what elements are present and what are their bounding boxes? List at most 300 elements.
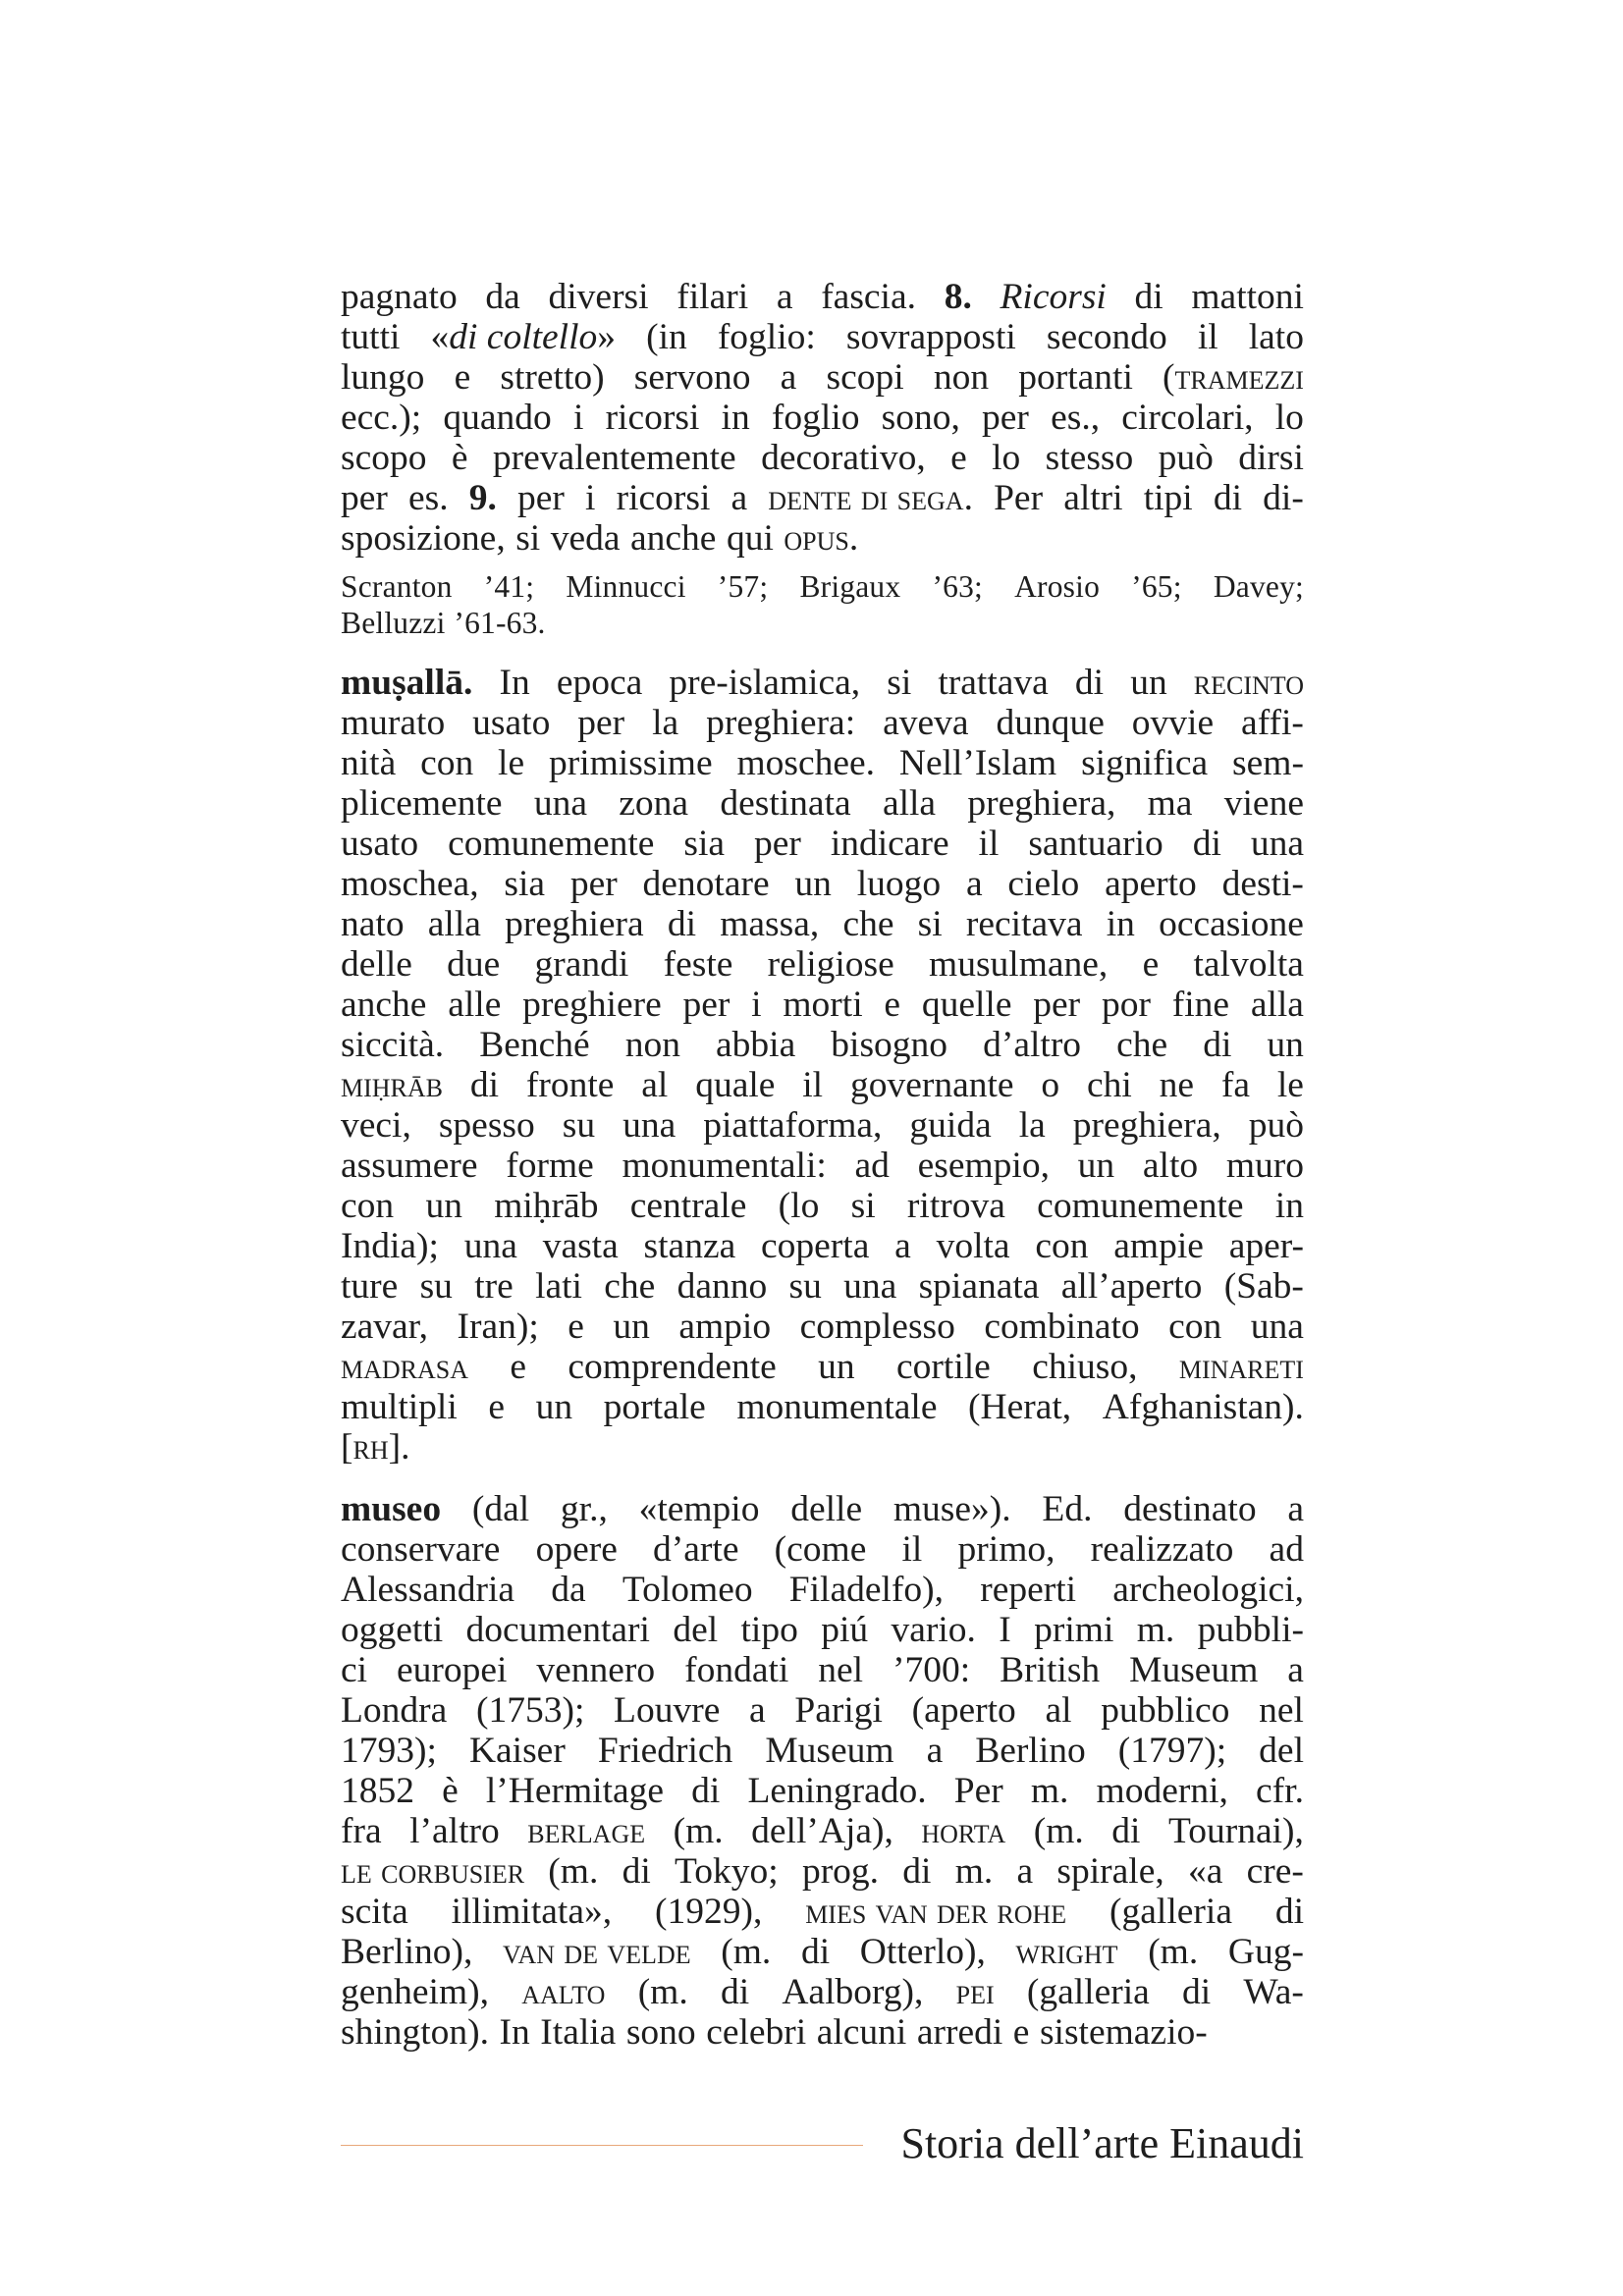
- text-line: [341, 1065, 1304, 1105]
- word: comunemente: [448, 824, 655, 864]
- word: europei: [397, 1650, 508, 1690]
- word: bisogno: [831, 1025, 948, 1065]
- word: per: [982, 398, 1029, 438]
- word: (dal: [471, 1489, 530, 1529]
- text-line: [341, 783, 1304, 824]
- word: in: [1274, 1186, 1304, 1226]
- word: desti-: [1221, 864, 1304, 904]
- text-line: [341, 985, 1304, 1025]
- word: alto: [1142, 1146, 1199, 1186]
- word: le: [498, 743, 525, 783]
- text-line: [341, 1972, 1304, 2012]
- word: ritrova: [906, 1186, 1005, 1226]
- word: archeologici,: [1112, 1570, 1304, 1610]
- word: (1753);: [475, 1690, 585, 1731]
- word: o: [1041, 1065, 1060, 1105]
- word: del: [673, 1610, 719, 1650]
- word: diversi: [548, 277, 649, 317]
- word: «a: [1187, 1851, 1223, 1892]
- word: d’arte: [653, 1529, 739, 1570]
- word: m.: [1136, 1610, 1175, 1650]
- text-line: [341, 1105, 1304, 1146]
- word: ampie: [1113, 1226, 1204, 1266]
- word: recinto: [1193, 663, 1304, 703]
- word: significa: [1081, 743, 1209, 783]
- word: muse»).: [893, 1489, 1011, 1529]
- word: santuario: [1028, 824, 1163, 864]
- word: «di coltello»: [430, 317, 617, 357]
- word: per: [341, 478, 388, 518]
- word: piú: [821, 1610, 869, 1650]
- word: di: [622, 1851, 651, 1892]
- bibliography: [341, 568, 1304, 641]
- word: Otterlo),: [859, 1932, 986, 1972]
- word: può: [1158, 438, 1214, 478]
- word: wright: [1015, 1932, 1118, 1972]
- word: Tournai),: [1167, 1811, 1304, 1851]
- word: sia: [504, 864, 546, 904]
- word: ne: [1159, 1065, 1195, 1105]
- word: sia: [683, 824, 726, 864]
- word: Minnucci: [566, 569, 686, 604]
- word: a: [1016, 1851, 1034, 1892]
- word: vasta: [542, 1226, 619, 1266]
- text-line: [341, 1266, 1304, 1307]
- word: piattaforma,: [703, 1105, 883, 1146]
- word: aveva: [883, 703, 969, 743]
- word: di: [720, 1972, 750, 2012]
- word: che: [842, 904, 894, 944]
- word: Aalborg),: [782, 1972, 924, 2012]
- word: a: [965, 864, 983, 904]
- text-line: [341, 357, 1304, 398]
- word: por: [1101, 985, 1151, 1025]
- word: illimitata»,: [451, 1892, 613, 1932]
- word: (m.: [673, 1811, 724, 1851]
- word: ad: [854, 1146, 890, 1186]
- word: la: [652, 703, 679, 743]
- word: pre-islamica,: [669, 663, 861, 703]
- word: Berlino),: [341, 1932, 473, 1972]
- word: circolari,: [1121, 398, 1254, 438]
- word: museo: [341, 1489, 442, 1529]
- word: chiuso,: [1032, 1347, 1138, 1387]
- word: ’57;: [717, 569, 769, 604]
- word: in: [1106, 904, 1135, 944]
- word: ’61-63.: [454, 606, 546, 640]
- text-line: [341, 663, 1304, 703]
- word: per: [682, 985, 730, 1025]
- word: forme: [506, 1146, 594, 1186]
- word: di: [667, 904, 697, 944]
- word: è: [442, 1771, 459, 1811]
- word: (aperto: [911, 1690, 1016, 1731]
- word: sovrapposti: [845, 317, 1016, 357]
- word: I: [999, 1610, 1011, 1650]
- word: quale: [695, 1065, 776, 1105]
- word: secondo: [1046, 317, 1167, 357]
- word: luogo: [856, 864, 942, 904]
- word: per: [754, 824, 801, 864]
- word: un: [1267, 1025, 1304, 1065]
- word: opere: [535, 1529, 618, 1570]
- word: Kaiser: [468, 1731, 566, 1771]
- word: il: [901, 1529, 923, 1570]
- word: un: [794, 864, 832, 904]
- word: fascia.: [821, 277, 916, 317]
- word: 8.: [944, 277, 972, 317]
- word: (Sab-: [1223, 1266, 1304, 1307]
- word: recitava: [965, 904, 1083, 944]
- word: Scranton: [341, 569, 453, 604]
- word: quando: [443, 398, 552, 438]
- word: dirsi: [1238, 438, 1304, 478]
- word: (come: [774, 1529, 867, 1570]
- word: ture: [341, 1266, 399, 1307]
- word: feste: [663, 944, 733, 985]
- word: vario.: [891, 1610, 976, 1650]
- word: ma: [1147, 783, 1193, 824]
- word: pagnato: [341, 277, 458, 317]
- word: con: [1035, 1226, 1089, 1266]
- word: lati: [535, 1266, 582, 1307]
- entry-musalla: [341, 663, 1304, 1468]
- word: multipli: [341, 1387, 458, 1427]
- word: preghiera,: [967, 783, 1116, 824]
- word: i: [585, 478, 596, 518]
- word: murato: [341, 703, 446, 743]
- word: indicare: [830, 824, 949, 864]
- word: massa,: [720, 904, 820, 944]
- word: Iran);: [457, 1307, 539, 1347]
- text-line: [341, 2012, 1304, 2053]
- word: decorativo,: [761, 438, 926, 478]
- word: Ricorsi: [1000, 277, 1107, 317]
- word: Berlino: [975, 1731, 1086, 1771]
- text-line: [341, 1932, 1304, 1972]
- word: Ed.: [1042, 1489, 1093, 1529]
- word: reperti: [980, 1570, 1077, 1610]
- text-line: [341, 743, 1304, 783]
- word: Leningrado.: [747, 1771, 927, 1811]
- text-line: [341, 1570, 1304, 1610]
- word: (lo: [778, 1186, 820, 1226]
- word: qui: [726, 518, 774, 559]
- page-body: [341, 277, 1304, 2053]
- word: occasione: [1159, 904, 1304, 944]
- text-line: [341, 1610, 1304, 1650]
- word: una: [463, 1226, 517, 1266]
- word: mies van der rohe: [805, 1892, 1067, 1932]
- word: viene: [1223, 783, 1304, 824]
- word: (m.: [1148, 1932, 1199, 1972]
- text-line: [341, 1146, 1304, 1186]
- word: stesso: [1045, 438, 1134, 478]
- word: grandi: [534, 944, 629, 985]
- word: epoca: [556, 663, 643, 703]
- word: di: [1213, 478, 1243, 518]
- word: al: [1045, 1690, 1072, 1731]
- word: Louvre: [614, 1690, 721, 1731]
- word: oggetti: [341, 1610, 444, 1650]
- word: genheim),: [341, 1972, 489, 2012]
- word: su: [788, 1266, 822, 1307]
- word: In: [499, 663, 530, 703]
- word: l’altro: [409, 1811, 500, 1851]
- word: una: [533, 783, 587, 824]
- word: Arosio: [1014, 569, 1101, 604]
- word: Afghanistan).: [1102, 1387, 1304, 1427]
- word: 1852: [341, 1771, 414, 1811]
- word: una: [843, 1266, 897, 1307]
- text-line: [341, 1489, 1304, 1529]
- word: shington).: [341, 2012, 490, 2053]
- word: ad: [1269, 1529, 1304, 1570]
- word: a: [780, 357, 797, 398]
- word: il: [978, 824, 1000, 864]
- word: In: [499, 2012, 530, 2053]
- word: un: [818, 1347, 855, 1387]
- word: il: [1197, 317, 1218, 357]
- word: tutti: [341, 317, 401, 357]
- word: e: [1142, 944, 1160, 985]
- word: combinato: [984, 1307, 1140, 1347]
- word: di: [1203, 1025, 1232, 1065]
- word: una: [1250, 824, 1304, 864]
- word: Alessandria: [341, 1570, 515, 1610]
- word: ovvie: [1131, 703, 1215, 743]
- word: di: [1274, 1892, 1304, 1932]
- word: Belluzzi: [341, 606, 446, 640]
- word: (m.: [548, 1851, 599, 1892]
- word: primi: [1034, 1610, 1114, 1650]
- word: nato: [341, 904, 405, 944]
- word: moschea,: [341, 864, 479, 904]
- word: non: [624, 1025, 680, 1065]
- word: denotare: [642, 864, 770, 904]
- word: veda: [550, 518, 621, 559]
- word: pei: [955, 1972, 995, 2012]
- word: (m.: [1033, 1811, 1084, 1851]
- word: una: [622, 1105, 676, 1146]
- word: complesso: [799, 1307, 955, 1347]
- word: di: [1134, 277, 1163, 317]
- word: Per: [994, 478, 1044, 518]
- word: preghiera,: [1072, 1105, 1221, 1146]
- word: (in: [646, 317, 687, 357]
- word: tre: [474, 1266, 514, 1307]
- text-line: [341, 1347, 1304, 1387]
- word: Per: [953, 1771, 1003, 1811]
- word: nel: [818, 1650, 864, 1690]
- word: a: [926, 1731, 944, 1771]
- word: lo: [1274, 398, 1304, 438]
- word: Nell’Islam: [898, 743, 1057, 783]
- word: talvolta: [1193, 944, 1304, 985]
- word: due: [447, 944, 501, 985]
- word: anche: [341, 985, 427, 1025]
- text-line: [341, 605, 1304, 641]
- word: a: [1287, 1650, 1304, 1690]
- word: di: [691, 1771, 721, 1811]
- text-line: [341, 1731, 1304, 1771]
- word: destinata: [720, 783, 851, 824]
- word: sposizione,: [341, 518, 506, 559]
- text-line: [341, 438, 1304, 478]
- word: delle: [790, 1489, 863, 1529]
- word: musulmane,: [929, 944, 1109, 985]
- word: lato: [1248, 317, 1304, 357]
- word: si: [515, 518, 541, 559]
- word: portale: [603, 1387, 706, 1427]
- word: dunque: [996, 703, 1105, 743]
- word: Wa-: [1243, 1972, 1304, 2012]
- word: cre-: [1246, 1851, 1304, 1892]
- word: stanza: [643, 1226, 736, 1266]
- word: quelle: [921, 985, 1012, 1025]
- word: India);: [341, 1226, 439, 1266]
- word: Tolomeo: [622, 1570, 753, 1610]
- word: fra: [341, 1811, 382, 1851]
- word: Museum: [1129, 1650, 1259, 1690]
- word: stretto): [500, 357, 605, 398]
- word: zavar,: [341, 1307, 429, 1347]
- word: cielo: [1007, 864, 1080, 904]
- word: religiose: [767, 944, 894, 985]
- word: con: [420, 743, 474, 783]
- word: celebri: [706, 2012, 807, 2053]
- word: aalto: [521, 1972, 606, 2012]
- word: sono,: [881, 398, 960, 438]
- word: lungo: [341, 357, 425, 398]
- word: «tempio: [638, 1489, 760, 1529]
- word: monumentali:: [622, 1146, 827, 1186]
- word: di: [800, 1932, 831, 1972]
- word: volta: [936, 1226, 1010, 1266]
- word: si: [917, 904, 943, 944]
- word: a: [776, 277, 793, 317]
- word: m.: [1030, 1771, 1069, 1811]
- word: Filadelfo),: [788, 1570, 945, 1610]
- word: per: [517, 478, 565, 518]
- word: un: [425, 1186, 462, 1226]
- word: una: [1250, 1307, 1304, 1347]
- text-line: [341, 864, 1304, 904]
- word: e: [1012, 2012, 1030, 2053]
- word: i: [751, 985, 762, 1025]
- word: e: [510, 1347, 527, 1387]
- word: realizzato: [1090, 1529, 1234, 1570]
- word: es.: [408, 478, 449, 518]
- word: un: [1130, 663, 1167, 703]
- word: minareti: [1178, 1347, 1304, 1387]
- word: arredi: [916, 2012, 1003, 2053]
- word: siccità.: [341, 1025, 445, 1065]
- text-line: [341, 1690, 1304, 1731]
- word: miḥrāb: [341, 1065, 444, 1105]
- word: si: [887, 663, 912, 703]
- word: horta: [921, 1811, 1006, 1851]
- word: da: [551, 1570, 586, 1610]
- word: aper-: [1228, 1226, 1304, 1266]
- text-line: [341, 1427, 1304, 1468]
- word: delle: [341, 944, 412, 985]
- word: trattava: [938, 663, 1049, 703]
- word: Tokyo;: [674, 1851, 779, 1892]
- word: dente di sega.: [768, 478, 973, 518]
- word: pubbli-: [1197, 1610, 1304, 1650]
- word: prog.: [801, 1851, 880, 1892]
- word: Museum: [765, 1731, 894, 1771]
- word: la: [1018, 1105, 1046, 1146]
- word: non: [933, 357, 990, 398]
- word: gr.,: [560, 1489, 608, 1529]
- word: danno: [676, 1266, 768, 1307]
- word: comprendente: [568, 1347, 777, 1387]
- word: che: [1116, 1025, 1168, 1065]
- footer-rule: [341, 2145, 863, 2146]
- word: servono: [633, 357, 751, 398]
- word: coperta: [761, 1226, 870, 1266]
- word: vennero: [536, 1650, 656, 1690]
- word: prevalentemente: [492, 438, 736, 478]
- word: spirale,: [1056, 1851, 1164, 1892]
- word: ecc.);: [341, 398, 422, 438]
- word: all’aperto: [1060, 1266, 1203, 1307]
- word: portanti: [1018, 357, 1133, 398]
- word: le: [1276, 1065, 1304, 1105]
- word: m.: [954, 1851, 994, 1892]
- word: e: [884, 985, 901, 1025]
- word: a: [730, 478, 748, 518]
- word: l’Hermitage: [485, 1771, 665, 1811]
- word: Parigi: [794, 1690, 883, 1731]
- word: un: [613, 1307, 650, 1347]
- word: scita: [341, 1892, 408, 1932]
- word: Italia: [540, 2012, 617, 2053]
- word: preghiera: [505, 904, 644, 944]
- word: può: [1248, 1105, 1304, 1146]
- word: preghiera:: [706, 703, 856, 743]
- word: (1797);: [1117, 1731, 1227, 1771]
- text-line: [341, 904, 1304, 944]
- text-line: [341, 1307, 1304, 1347]
- word: foglio: [771, 398, 860, 438]
- text-line: [341, 1771, 1304, 1811]
- word: sem-: [1232, 743, 1304, 783]
- text-line: [341, 398, 1304, 438]
- word: (tramezzi: [1163, 357, 1304, 398]
- word: primissime: [548, 743, 713, 783]
- word: abbia: [716, 1025, 796, 1065]
- word: si: [850, 1186, 876, 1226]
- word: tipo: [740, 1610, 798, 1650]
- word: primo,: [957, 1529, 1055, 1570]
- word: 1793);: [341, 1731, 437, 1771]
- word: per: [577, 703, 625, 743]
- word: i: [572, 398, 584, 438]
- word: per: [1033, 985, 1081, 1025]
- word: berlage: [527, 1811, 646, 1851]
- text-line: [341, 1387, 1304, 1427]
- text-line: [341, 1529, 1304, 1570]
- word: Brigaux: [799, 569, 901, 604]
- word: pubblico: [1101, 1690, 1230, 1731]
- word: in: [721, 398, 750, 438]
- word: madrasa: [341, 1347, 469, 1387]
- word: (galleria: [1109, 1892, 1232, 1932]
- word: es.,: [1051, 398, 1101, 438]
